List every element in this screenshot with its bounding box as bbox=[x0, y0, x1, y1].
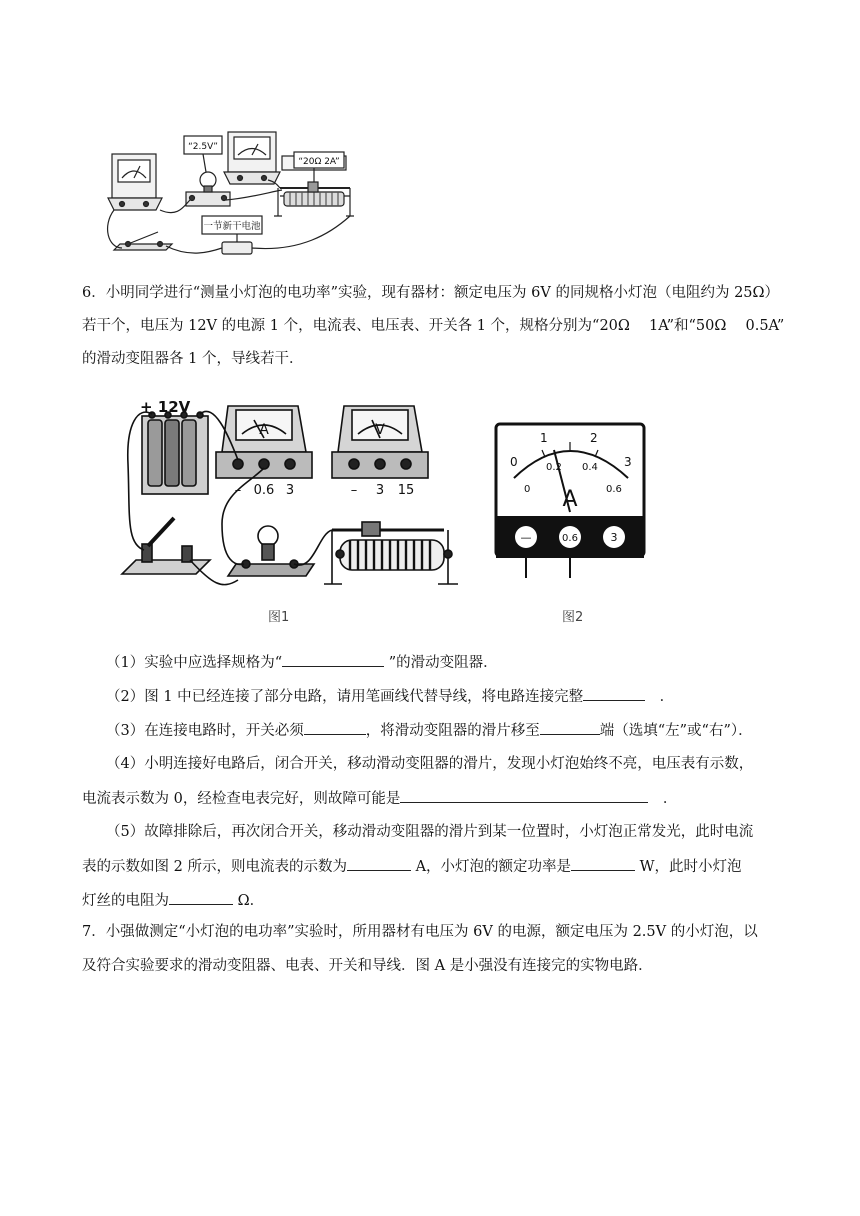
battery-pack bbox=[142, 412, 208, 494]
answer-blank-3b[interactable] bbox=[540, 720, 600, 735]
top-battery-label: 一节新干电池 bbox=[203, 221, 261, 232]
top-left-meter bbox=[108, 154, 162, 210]
scale-top-1: 1 bbox=[540, 431, 548, 445]
dial-terminal-neg: — bbox=[520, 531, 532, 544]
scale-bottom-0.6: 0.6 bbox=[606, 484, 622, 495]
top-circuit-figure bbox=[100, 126, 370, 260]
scale-bottom-0.4: 0.4 bbox=[582, 462, 598, 473]
answer-blank-3a[interactable] bbox=[304, 720, 366, 735]
figure-1-circuit bbox=[118, 394, 468, 592]
ammeter-dial-letter: A bbox=[562, 487, 578, 512]
ammeter-letter: A bbox=[259, 422, 269, 438]
figure-1-caption: 图1 bbox=[268, 610, 290, 625]
top-switch bbox=[114, 232, 172, 250]
answer-blank-4[interactable] bbox=[400, 788, 648, 803]
q6-line-2: 若干个，电压为 12V 的电源 1 个，电流表、电压表、开关各 1 个，规格分别为“20Ω 1A”和“50Ω 0.5A” bbox=[82, 318, 785, 334]
q6-sub-5-line-2: 表的示数如图 2 所示，则电流表的示数为 A，小灯泡的额定功率是 W，此时小灯泡 bbox=[82, 856, 742, 877]
answer-blank-1[interactable] bbox=[282, 652, 384, 667]
q6-sub-3: （3）在连接电路时，开关必须 ，将滑动变阻器的滑片移至 端（选填“左”或“右”）． bbox=[106, 720, 753, 741]
voltmeter bbox=[332, 406, 428, 478]
q6-sub-5-line-1: （5）故障排除后，再次闭合开关，移动滑动变阻器的滑片到某一位置时，小灯泡正常发光，此时电流 bbox=[106, 824, 754, 840]
answer-blank-5b[interactable] bbox=[571, 856, 635, 871]
q6-sub-5-line-3: 灯丝的电阻为 Ω． bbox=[82, 890, 264, 911]
q7-line-1: 7．小强做测定“小灯泡的电功率”实验时，所用器材有电压为 6V 的电源，额定电压为 2.5V 的小灯泡，以 bbox=[82, 924, 758, 940]
top-rheostat-label: “20Ω 2A” bbox=[298, 157, 340, 167]
voltmeter-terminal-15: 15 bbox=[397, 483, 415, 498]
switch bbox=[122, 518, 210, 574]
voltmeter-letter: V bbox=[375, 422, 385, 438]
bulb bbox=[228, 526, 314, 576]
answer-blank-5a[interactable] bbox=[347, 856, 411, 871]
q6-sub-2: （2）图 1 中已经连接了部分电路，请用笔画线代替导线，将电路连接完整 ． bbox=[106, 686, 674, 707]
q6-sub-4-line-2: 电流表示数为 0，经检查电表完好，则故障可能是 ． bbox=[82, 788, 677, 809]
answer-blank-5c[interactable] bbox=[169, 890, 233, 905]
dial-terminal-0.6: 0.6 bbox=[562, 533, 578, 544]
dial-terminal-3: 3 bbox=[610, 531, 618, 544]
source-label: + 12V bbox=[140, 398, 191, 416]
top-bulb-label: “2.5V” bbox=[188, 142, 218, 152]
answer-blank-2[interactable] bbox=[583, 686, 645, 701]
scale-bottom-0: 0 bbox=[524, 484, 531, 495]
top-right-meter bbox=[224, 132, 280, 184]
ammeter-terminal-3: 3 bbox=[285, 483, 295, 498]
rheostat bbox=[324, 522, 458, 584]
figure-2-caption: 图2 bbox=[562, 610, 584, 625]
voltmeter-terminal-neg: – bbox=[350, 483, 358, 498]
figure-2-ammeter bbox=[490, 420, 650, 580]
ammeter-terminal-neg: – bbox=[234, 483, 242, 498]
scale-top-3: 3 bbox=[624, 455, 632, 469]
q7-line-2: 及符合实验要求的滑动变阻器、电表、开关和导线．图 A 是小强没有连接完的实物电路． bbox=[82, 958, 653, 974]
scale-bottom-0.2: 0.2 bbox=[546, 462, 562, 473]
scale-top-2: 2 bbox=[590, 431, 598, 445]
ammeter-terminal-0.6: 0.6 bbox=[253, 483, 275, 498]
scale-top-0: 0 bbox=[510, 455, 518, 469]
q6-line-1: 6．小明同学进行“测量小灯泡的电功率”实验，现有器材：额定电压为 6V 的同规格小灯泡（电阻约为 25Ω） bbox=[82, 285, 780, 301]
q6-sub-1: （1）实验中应选择规格为“ ”的滑动变阻器． bbox=[106, 652, 498, 673]
q6-sub-4-line-1: （4）小明连接好电路后，闭合开关，移动滑动变阻器的滑片，发现小灯泡始终不亮，电压表有示数， bbox=[106, 756, 754, 772]
q6-line-3: 的滑动变阻器各 1 个，导线若干． bbox=[82, 351, 304, 367]
voltmeter-terminal-3: 3 bbox=[375, 483, 385, 498]
